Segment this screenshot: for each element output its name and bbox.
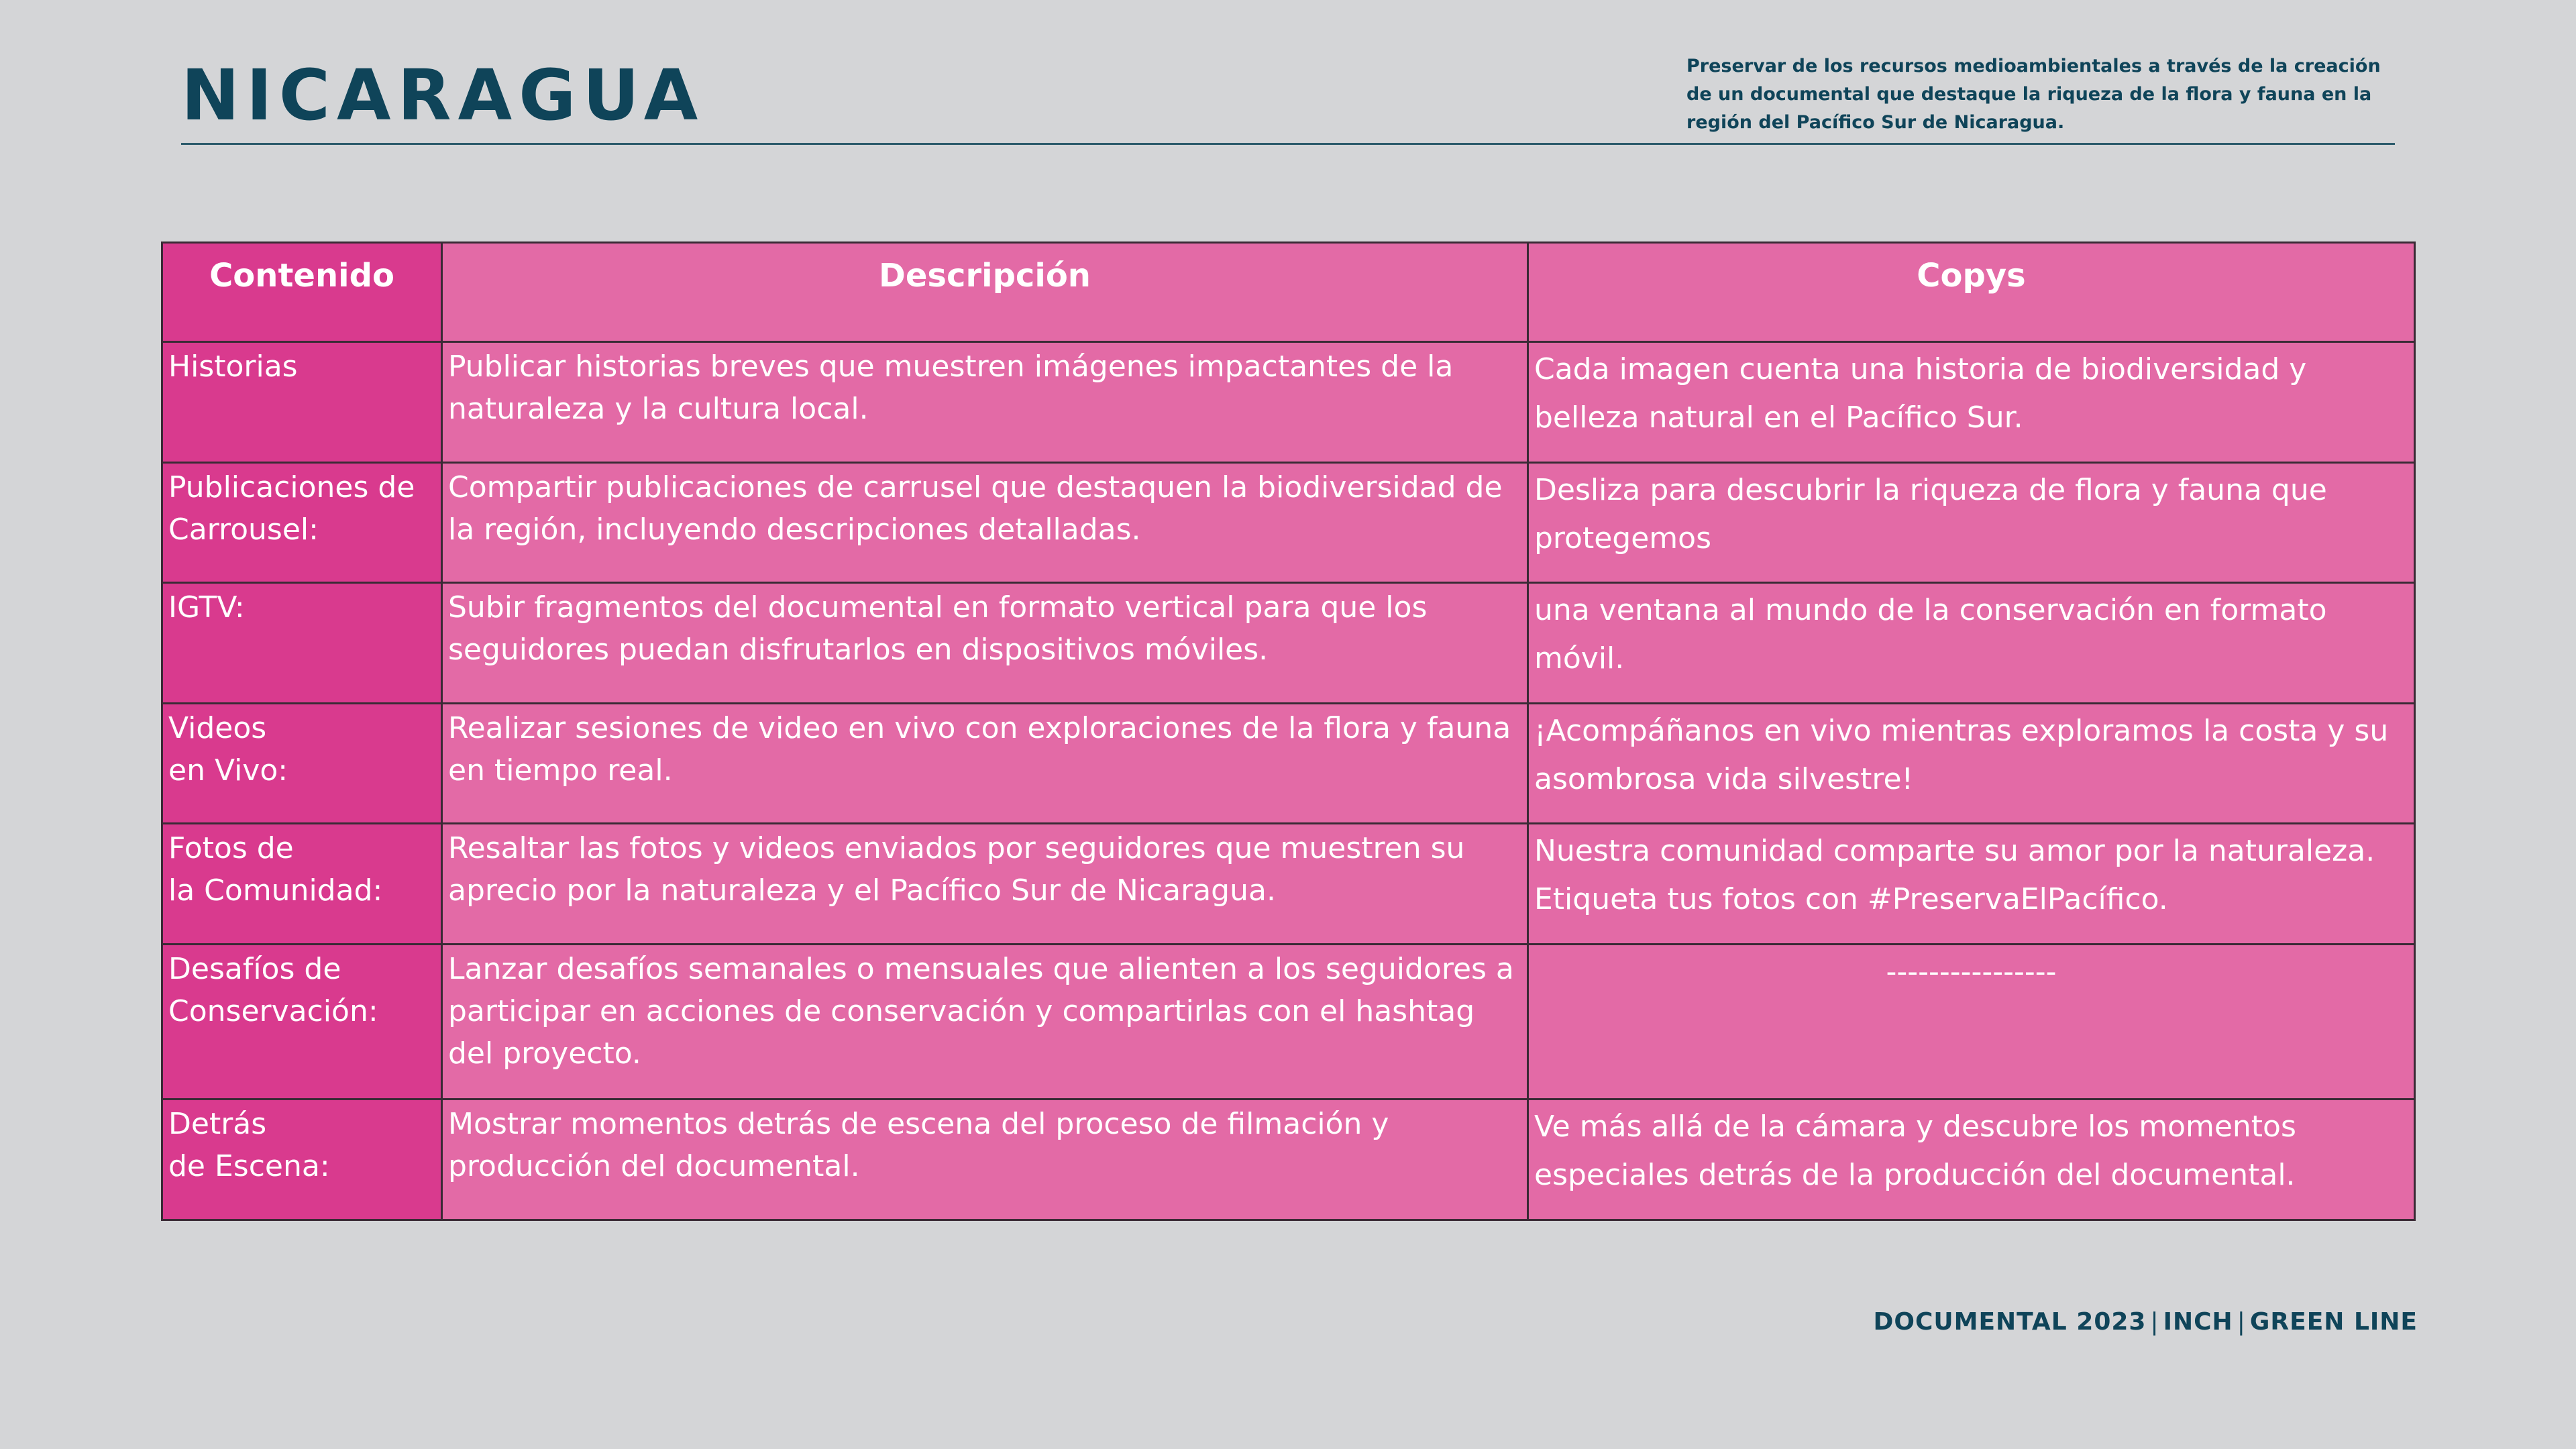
footer-inch: INCH (2163, 1308, 2233, 1336)
row-contenido: Detrás de Escena: (162, 1099, 442, 1220)
row-descripcion: Realizar sesiones de video en vivo con exploraciones de la flora y fauna en tiempo real. (442, 703, 1528, 824)
footer-green-line: GREEN LINE (2249, 1308, 2418, 1336)
column-header-descripcion: Descripción (442, 243, 1528, 342)
row-copy: una ventana al mundo de la conservación en formato móvil. (1528, 583, 2415, 704)
footer-separator: | (2150, 1308, 2159, 1336)
column-header-copys: Copys (1528, 243, 2415, 342)
row-copy: Cada imagen cuenta una historia de biodiversidad y belleza natural en el Pacífico Sur. (1528, 342, 2415, 463)
footer-documental: DOCUMENTAL 2023 (1873, 1308, 2147, 1336)
row-descripcion: Mostrar momentos detrás de escena del proceso de filmación y producción del documental. (442, 1099, 1528, 1220)
row-descripcion: Publicar historias breves que muestren imágenes impactantes de la naturaleza y la cultura local. (442, 342, 1528, 463)
page-title: NICARAGUA (181, 54, 705, 136)
row-contenido: IGTV: (162, 583, 442, 704)
table-row (162, 703, 2415, 824)
row-contenido: Historias (162, 342, 442, 463)
row-descripcion: Lanzar desafíos semanales o mensuales que alienten a los seguidores a participar en acciones de conservación y compartirlas con el hashtag del proyecto. (442, 944, 1528, 1099)
table-row (162, 824, 2415, 945)
row-descripcion: Compartir publicaciones de carrusel que destaquen la biodiversidad de la región, incluyendo descripciones detalladas. (442, 462, 1528, 583)
row-contenido: Videos en Vivo: (162, 703, 442, 824)
content-table (161, 241, 2416, 1221)
row-contenido: Publicaciones de Carrousel: (162, 462, 442, 583)
column-header-contenido: Contenido (162, 243, 442, 342)
row-copy: Desliza para descubrir la riqueza de flora y fauna que protegemos (1528, 462, 2415, 583)
row-descripcion: Subir fragmentos del documental en formato vertical para que los seguidores puedan disfrutarlos en dispositivos móviles. (442, 583, 1528, 704)
row-contenido: Fotos de la Comunidad: (162, 824, 442, 945)
table-header-row (162, 243, 2415, 342)
table-row (162, 583, 2415, 704)
row-copy: ¡Acompáñanos en vivo mientras exploramos la costa y su asombrosa vida silvestre! (1528, 703, 2415, 824)
table-row (162, 462, 2415, 583)
page-subtitle: Preservar de los recursos medioambientales a través de la creación de un documental que destaque la riqueza de la flora y fauna en la región del Pacífico Sur de Nicaragua. (1686, 56, 2381, 133)
table-row (162, 1099, 2415, 1220)
footer-separator: | (2237, 1308, 2246, 1336)
header-divider (181, 143, 2395, 145)
row-contenido: Desafíos de Conservación: (162, 944, 442, 1099)
row-copy: ---------------- (1528, 944, 2415, 1099)
table-row (162, 342, 2415, 463)
row-copy: Nuestra comunidad comparte su amor por la naturaleza. Etiqueta tus fotos con #PreservaElPacífico. (1528, 824, 2415, 945)
row-copy: Ve más allá de la cámara y descubre los momentos especiales detrás de la producción del documental. (1528, 1099, 2415, 1220)
row-descripcion: Resaltar las fotos y videos enviados por seguidores que muestren su aprecio por la naturaleza y el Pacífico Sur de Nicaragua. (442, 824, 1528, 945)
footer-credits (1873, 1308, 2418, 1336)
table-row (162, 944, 2415, 1099)
